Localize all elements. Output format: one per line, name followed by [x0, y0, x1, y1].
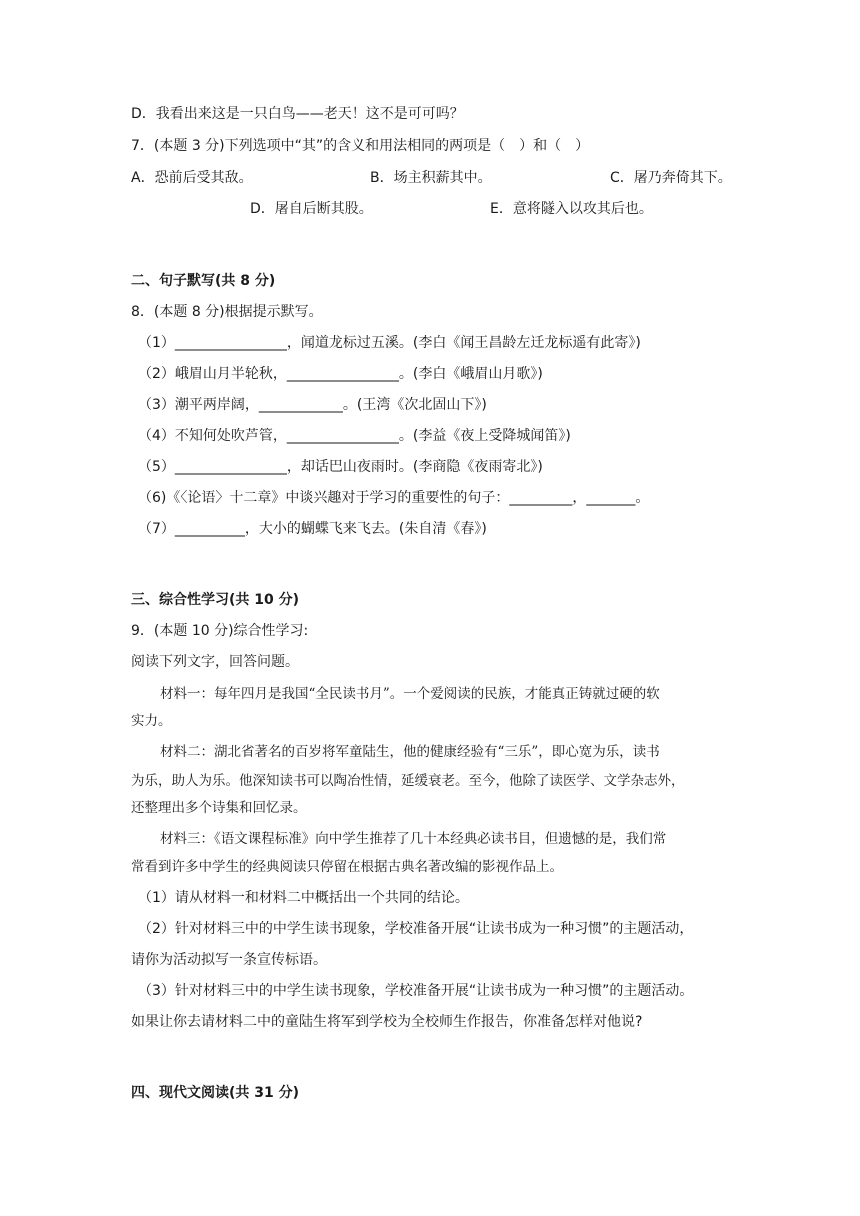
material-3-line-2: 常看到许多中学生的经典阅读只停留在根据古典名著改编的影视作品上。 [131, 859, 563, 875]
q8-stem: 8．(本题 8 分)根据提示默写。 [131, 304, 323, 320]
section-2-title: 二、句子默写(共 8 分) [131, 273, 276, 289]
section-3-title: 三、综合性学习(共 10 分) [131, 592, 300, 608]
material-2-line-3: 还整理出多个诗集和回忆录。 [131, 800, 307, 816]
q8-item-3: （3）潮平两岸阔，____________。(王湾《次北固山下》) [138, 397, 487, 413]
section-4-title: 四、现代文阅读(共 31 分) [131, 1085, 300, 1101]
material-1-line-1: 材料一：每年四月是我国“全民读书月”。一个爱阅读的民族，才能真正铸就过硬的软 [160, 686, 660, 702]
q9-stem: 9．(本题 10 分)综合性学习: [131, 623, 309, 639]
q9-sub-1: （1）请从材料一和材料二中概括出一个共同的结论。 [138, 890, 469, 906]
material-2-line-1: 材料二：湖北省著名的百岁将军童陆生，他的健康经验有“三乐”，即心宽为乐，读书 [160, 744, 660, 760]
material-2-line-2: 为乐，助人为乐。他深知读书可以陶冶性情，延缓衰老。至今，他除了读医学、文学杂志外， [131, 773, 685, 789]
q7-option-d: D．屠自后断其股。 [250, 201, 373, 217]
q7-option-c: C．屠乃奔倚其下。 [610, 170, 732, 186]
q8-item-5: （5）________________，却话巴山夜雨时。(李商隐《夜雨寄北》) [138, 459, 543, 475]
q8-item-7: （7）__________，大小的蝴蝶飞来飞去。(朱自清《春》) [138, 521, 487, 537]
q8-item-1: （1）________________，闻道龙标过五溪。(李白《闻王昌龄左迁龙标遥有此寄》) [138, 335, 641, 351]
q9-intro: 阅读下列文字，回答问题。 [131, 654, 299, 670]
q8-item-6: （6)《〈论语〉十二章》中谈兴趣对于学习的重要性的句子：_________，_______。 [138, 490, 650, 506]
q7-option-e: E．意将隧入以攻其后也。 [490, 201, 653, 217]
q9-sub-2-line-2: 请你为活动拟写一条宣传标语。 [131, 952, 327, 968]
material-1-line-2: 实力。 [131, 713, 172, 729]
q9-sub-2-line-1: （2）针对材料三中的中学生读书现象，学校准备开展“让读书成为一种习惯”的主题活动， [138, 921, 694, 937]
material-3-line-1: 材料三：《语文课程标准》向中学生推荐了几十本经典必读书目，但遗憾的是，我们常 [160, 831, 667, 847]
q9-sub-3-line-2: 如果让你去请材料二中的童陆生将军到学校为全校师生作报告，你准备怎样对他说? [131, 1014, 643, 1030]
q7-option-b: B．场主积薪其中。 [370, 170, 492, 186]
q6-option-d: D．我看出来这是一只白鸟——老天！这不是可可吗？ [131, 106, 464, 122]
q7-option-a: A．恐前后受其敌。 [131, 170, 253, 186]
q8-item-2: （2）峨眉山月半轮秋，________________。(李白《峨眉山月歌》) [138, 366, 543, 382]
q7-stem: 7．(本题 3 分)下列选项中“其”的含义和用法相同的两项是（ ）和（ ） [131, 138, 590, 154]
q9-sub-3-line-1: （3）针对材料三中的中学生读书现象，学校准备开展“让读书成为一种习惯”的主题活动。 [138, 983, 694, 999]
q8-item-4: （4）不知何处吹芦管，________________。(李益《夜上受降城闻笛》) [138, 428, 571, 444]
